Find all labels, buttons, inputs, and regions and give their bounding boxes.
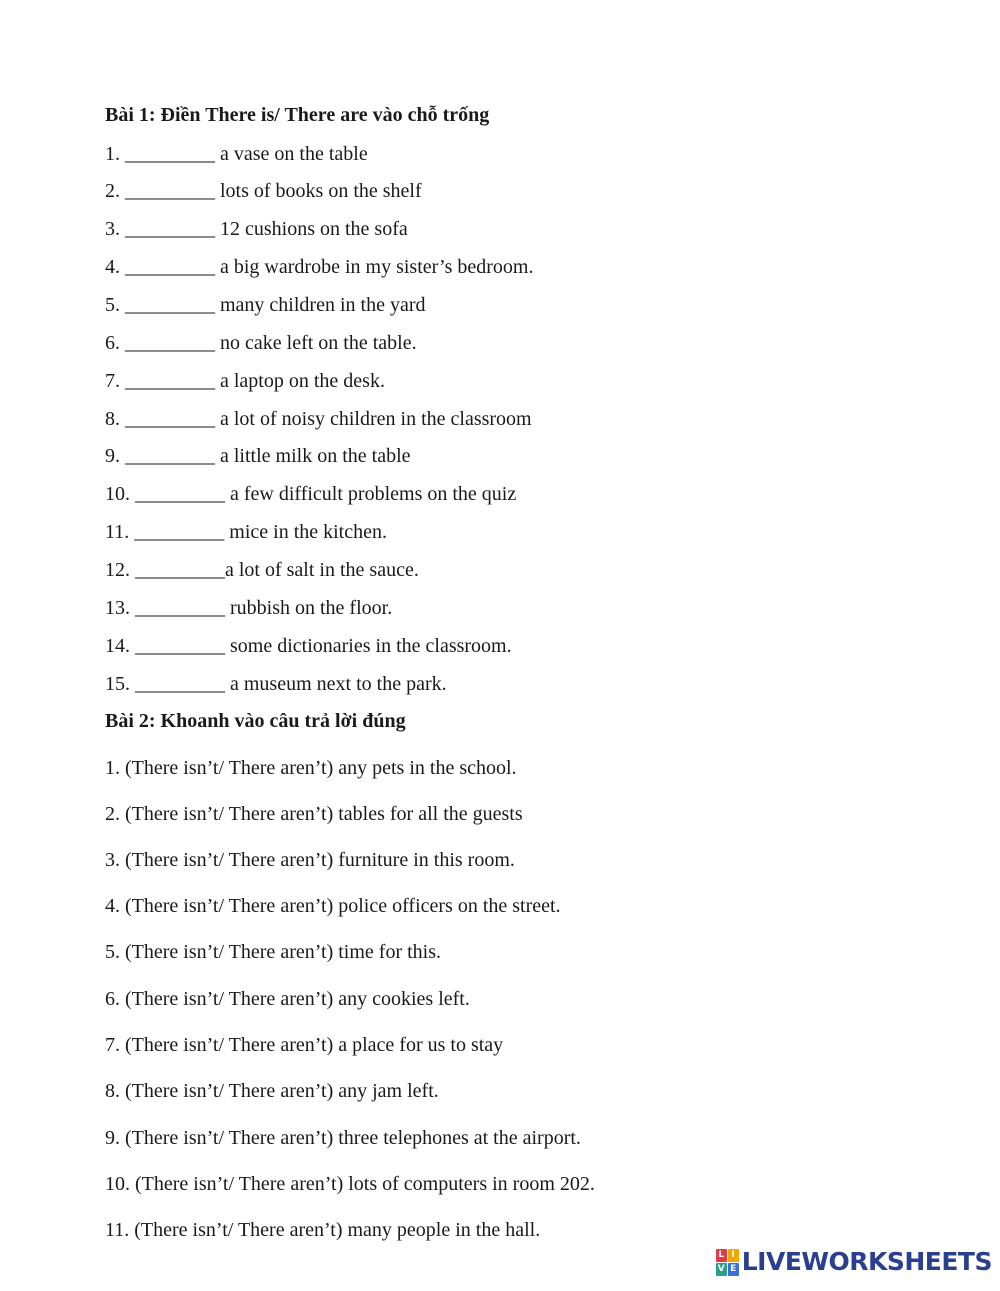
item-number: 2. [105,180,120,202]
item-text: a lot of noisy children in the classroom [220,408,532,430]
fill-blank-item [105,444,411,468]
item-text: a few difficult problems on the quiz [230,483,517,505]
logo-blocks-icon [716,1249,739,1276]
item-text: lots of books on the shelf [220,180,422,202]
item-number: 5. [105,294,120,316]
item-number: 9. [105,445,120,467]
item-number: 15. [105,673,130,695]
fill-blank-item [105,634,512,658]
fill-blank-item [105,520,387,544]
logo-text: LIVEWORKSHEETS [741,1247,992,1276]
fill-blank-item [105,482,516,506]
item-text: a museum next to the park. [230,673,447,695]
multiple-choice-item[interactable]: 2. (There isn’t/ There aren’t) tables for all the guests [105,803,523,825]
multiple-choice-item[interactable]: 9. (There isn’t/ There aren’t) three telephones at the airport. [105,1127,581,1149]
exercise-2-title: Bài 2: Khoanh vào câu trả lời đúng [105,710,406,732]
item-number: 11. [105,521,130,543]
item-text: 12 cushions on the sofa [220,218,408,240]
answer-blank[interactable]: _________ [120,180,220,202]
item-number: 1. [105,143,120,165]
item-number: 7. [105,370,120,392]
item-number: 3. [105,218,120,240]
exercise-1-title: Bài 1: Điền There is/ There are vào chỗ trống [105,104,490,126]
answer-blank[interactable]: _________ [120,445,220,467]
fill-blank-item [105,293,426,317]
item-number: 4. [105,256,120,278]
answer-blank[interactable]: _________ [120,408,220,430]
item-text: some dictionaries in the classroom. [230,635,512,657]
fill-blank-item [105,142,368,166]
multiple-choice-item[interactable]: 8. (There isn’t/ There aren’t) any jam left. [105,1080,439,1102]
multiple-choice-item[interactable]: 10. (There isn’t/ There aren’t) lots of computers in room 202. [105,1173,595,1195]
answer-blank[interactable]: _________ [130,597,230,619]
fill-blank-item [105,255,533,279]
answer-blank[interactable]: _________ [130,635,230,657]
logo-block: E [728,1263,739,1276]
answer-blank[interactable]: _________ [120,143,220,165]
multiple-choice-item[interactable]: 5. (There isn’t/ There aren’t) time for this. [105,941,442,963]
fill-blank-item [105,672,447,696]
answer-blank[interactable]: _________ [130,559,225,581]
item-text: many children in the yard [220,294,426,316]
multiple-choice-item[interactable]: 4. (There isn’t/ There aren’t) police officers on the street. [105,895,561,917]
fill-blank-item [105,558,419,582]
fill-blank-item [105,596,392,620]
answer-blank[interactable]: _________ [129,521,230,543]
item-number: 13. [105,597,130,619]
answer-blank[interactable]: _________ [120,218,220,240]
fill-blank-item [105,217,408,241]
logo-block: V [716,1263,727,1276]
item-text: a big wardrobe in my sister’s bedroom. [220,256,534,278]
item-text: no cake left on the table. [220,332,417,354]
answer-blank[interactable]: _________ [120,256,220,278]
item-text: rubbish on the floor. [230,597,393,619]
logo-block: I [728,1249,739,1262]
answer-blank[interactable]: _________ [120,370,220,392]
answer-blank[interactable]: _________ [130,483,230,505]
logo-block: L [716,1249,727,1262]
fill-blank-item [105,331,417,355]
multiple-choice-item[interactable]: 6. (There isn’t/ There aren’t) any cookies left. [105,988,470,1010]
item-number: 6. [105,332,120,354]
liveworksheets-logo [716,1247,992,1277]
item-number: 8. [105,408,120,430]
multiple-choice-item[interactable]: 3. (There isn’t/ There aren’t) furniture in this room. [105,849,515,871]
item-number: 12. [105,559,130,581]
item-text: a lot of salt in the sauce. [225,559,419,581]
fill-blank-item [105,407,532,431]
answer-blank[interactable]: _________ [120,332,220,354]
item-number: 14. [105,635,130,657]
item-number: 10. [105,483,130,505]
answer-blank[interactable]: _________ [130,673,230,695]
item-text: a little milk on the table [220,445,411,467]
multiple-choice-item[interactable]: 11. (There isn’t/ There aren’t) many people in the hall. [105,1219,541,1241]
item-text: mice in the kitchen. [229,521,387,543]
fill-blank-item [105,179,422,203]
answer-blank[interactable]: _________ [120,294,220,316]
fill-blank-item [105,369,385,393]
item-text: a vase on the table [220,143,368,165]
multiple-choice-item[interactable]: 7. (There isn’t/ There aren’t) a place for us to stay [105,1034,504,1056]
multiple-choice-item[interactable]: 1. (There isn’t/ There aren’t) any pets in the school. [105,757,517,779]
item-text: a laptop on the desk. [220,370,385,392]
